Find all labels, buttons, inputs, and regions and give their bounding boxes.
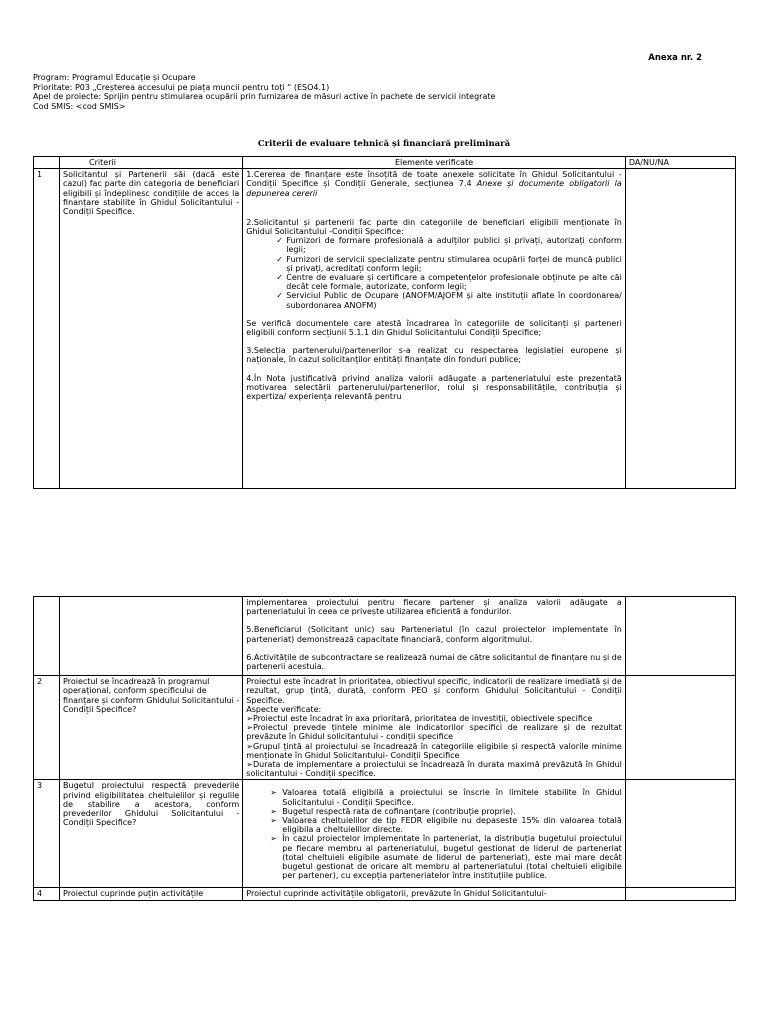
header-num [34,157,60,169]
document-title: Criterii de evaluare tehnică și financiară preliminară [257,139,511,149]
answer-cell[interactable] [625,780,735,888]
list-item: ➢Proiectul este încadrat în axa prioritară, prioritatea de investiții, obiectivele specifice [246,714,593,724]
criteria-table-continued [33,596,736,901]
row-number: 3 [34,780,60,888]
criterion-text: Proiectul se încadrează în programul operațional, conform specificului de finanțare și conform Ghidului Solicitantului - Condiții Specifice? [60,676,243,780]
criterion-text: Proiectul cuprinde puțin activitățile [60,888,243,900]
verified-elements: Proiectul cuprinde activitățile obligatorii, prevăzute în Ghidul Solicitantului- [243,888,626,900]
call-line: Apel de proiecte: Sprijin pentru stimularea ocupării prin furnizarea de măsuri active în pachete de servicii integrate [33,92,496,101]
priority-line: Prioritate: P03 „Creșterea accesului pe piața muncii pentru toți “ (ESO4.1) [33,82,330,92]
document-page-2 [0,578,768,1024]
criterion-text: Solicitantul și Partenerii săi (dacă este cazul) fac parte din categoria de beneficiari eligibili și îndeplinesc condițiile de acces la finanțare stabilite în Ghidul Solicitantului - Condiții Specifice. [60,169,243,489]
criterion-text: Bugetul proiectului respectă prevederile privind eligibilitatea cheltuielilor și regulile de stabilire a acestora, conform prevederilor Ghidului Solicitantului - Condiții Specifice? [60,780,243,888]
list-item: ➢Proiectul prevede țintele minime ale indicatorilor specifici de realizare și de rezultat prevăzute în Ghidul solicitantului - condiții specifice [246,723,622,742]
list-item: ➢ În cazul proiectelor implementate în parteneriat, la distribuția bugetului proiectului pe fiecare membru al parteneriatului, bugetul gestionat de liderul de parteneriat (total cheltuieli eligibile asumate de liderul de parteneriat), este mai mare decât bugetul gestionat de oricare alt membru al parteneriatului (total cheltuieli eligibile per partener), cu excepția parteneriatelor între instituțiile publice. [270,834,622,880]
list-item: ➢Durata de implementare a proiectului se încadrează în durata maximă prevăzută în Ghidul solicitantului - Condiții specifice. [246,760,622,779]
list-item: ✓ Serviciul Public de Ocupare (ANOFM/AJOFM și alte instituții aflate în coordonarea/ subordonarea ANOFM) [276,291,622,309]
program-line: Program: Programul Educație și Ocupare [33,73,196,82]
header-da-nu-na: DA/NU/NA [625,157,735,169]
eligible-intro: 2.Solicitantul și partenerii fac parte din categoriile de beneficiari eligibili menționate în Ghidul Solicitantului -Condiții Specifice: [246,217,622,237]
document-metadata [33,73,495,111]
check-text: Se verifică documentele care atestă încadrarea în categoriile de solicitanți și parteneri eligibili conform secțiunii 5.1.1 din Ghidul Solicitantului Condiții Specifice; [246,318,622,338]
table-row [34,888,736,900]
answer-cell[interactable] [625,888,735,900]
verified-elements: Proiectul este încadrat în prioritatea, obiectivul specific, indicatorii de realizare imediată și de rezultat, grup țintă, durată, conform PEO și conform Ghidului Solicitantului - Condiții Specifice. Aspecte verificate: ➢Proiectul este încadrat în axa prioritară, prioritatea de investiții, obiectivele specifice ➢Proiectul prevede țintele minime ale indicatorilor specifici de realizare și de rezultat prevăzute în Ghidul solicitantului - condiții specifice ➢Grupul țintă al proiectului se încadrează în categoriile eligibile și respectă valorile minime menționate în Ghidul Solicitantului- Condiții Specifice ➢Durata de implementare a proiectului se încadrează în durata maximă prevăzută în Ghidul solicitantului - Condiții specifice. [243,676,626,780]
answer-cell[interactable] [625,169,735,489]
annex-label: Anexa nr. 2 [648,53,702,63]
list-item: ✓ Centre de evaluare și certificare a competențelor profesionale obținute pe alte căi decât cele formale, autorizate, conform legii; [276,273,622,291]
table-row [34,780,736,888]
criterion-text [60,597,243,676]
criteria-table [33,156,736,489]
smis-line: Cod SMIS: <cod SMIS> [33,101,126,111]
list-item: ✓ Furnizori de formare profesională a adulților publici și privați, autorizați conform legii; [276,236,622,254]
row-number: 4 [34,888,60,900]
row-number: 2 [34,676,60,780]
list-item: ➢Grupul țintă al proiectului se încadrează în categoriile eligibile și respectă valorile minime menționate în Ghidul Solicitantului- Condiții Specifice [246,741,622,760]
list-item: ➢ Bugetul respectă rata de cofinanțare (contribuție proprie). [270,807,622,816]
table-header-row [34,157,736,169]
table-row [34,597,736,676]
row-number: 1 [34,169,60,489]
answer-cell[interactable] [625,597,735,676]
verified-elements: 1.Cererea de finanțare este însoțită de toate anexele solicitate în Ghidul Solicitantului - Condiții Specifice și Condiții Generale, secțiunea 7.4 Anexe și documente obligatorii la depunerea cererii 2.Solicitantul și partenerii fac parte din categoriile de beneficiari eligibili menționate în Ghidul Solicitantului -Condiții Specifice: ✓ Furnizori de formare profesională a adulților publici și privați, autorizați conform legii; ✓ Furnizori de servicii specializate pentru stimularea ocupării forței de muncă publici și privați, acreditați conform legii; ✓ Centre de evaluare și certificare a competențelor profesionale obținute pe alte căi decât cele formale, autorizate, conform legii; ✓ Serviciul Public de Ocupare (ANOFM/AJOFM și alte instituții aflate în coordonarea/ subordonarea ANOFM) Se verifică documentele care atestă încadrarea în categoriile de solicitanți și parteneri eligibili conform secțiunii 5.1.1 din Ghidul Solicitantului Condiții Specifice; 3.Selecția partenerului/partenerilor s-a realizat cu respectarea legislației europene și naționale, în cazul solicitanților entități finanțate din fonduri publice; 4.În Nota justificativă privind analiza valorii adăugate a parteneriatului este prezentată motivarea selectării partenerului/partenerilor, rolul și responsabilitățile, contribuția și expertiza/ experiența relevantă pentru [243,169,626,489]
header-criterii: Criterii [60,157,243,169]
table-row [34,676,736,780]
verified-elements [243,780,626,888]
eligible-list [246,236,622,310]
list-item: ✓ Furnizori de servicii specializate pentru stimularea ocupării forței de muncă publici și privați, acreditați conform legii; [276,255,622,273]
table-row [34,169,736,489]
row-number [34,597,60,676]
answer-cell[interactable] [625,676,735,780]
list-item: ➢ Valoarea cheltuielilor de tip FEDR eligibile nu depaseste 15% din valoarea totală eligibila a cheltuielilor directe. [270,816,622,834]
selection-text: 3.Selecția partenerului/partenerilor s-a realizat cu respectarea legislației europene și naționale, în cazul solicitanților entități finanțate din fonduri publice; [246,346,622,365]
justification-text: 4.În Nota justificativă privind analiza valorii adăugate a parteneriatului este prezentată motivarea selectării partenerului/partenerilor, rolul și responsabilitățile, contribuția și expertiza/ experiența relevantă pentru [246,373,622,402]
verified-elements: implementarea proiectului pentru fiecare partener și analiza valorii adăugate a parteneriatului în ceea ce privește utilizarea eficientă a fondurilor. 5.Beneficiarul (Solicitant unic) sau Parteneriatul (în cazul proiectelor implementate în parteneriat) demonstrează capacitate financiară, conform algoritmului. 6.Activitățile de subcontractare se realizează numai de către solicitantul de finanțare nu și de partenerii acestuia. [243,597,626,676]
header-elemente: Elemente verificate [243,157,626,169]
list-item: ➢ Valoarea totală eligibilă a proiectului se înscrie în limitele stabilite în Ghidul Solicitantului - Condiții Specifice. [270,788,622,806]
